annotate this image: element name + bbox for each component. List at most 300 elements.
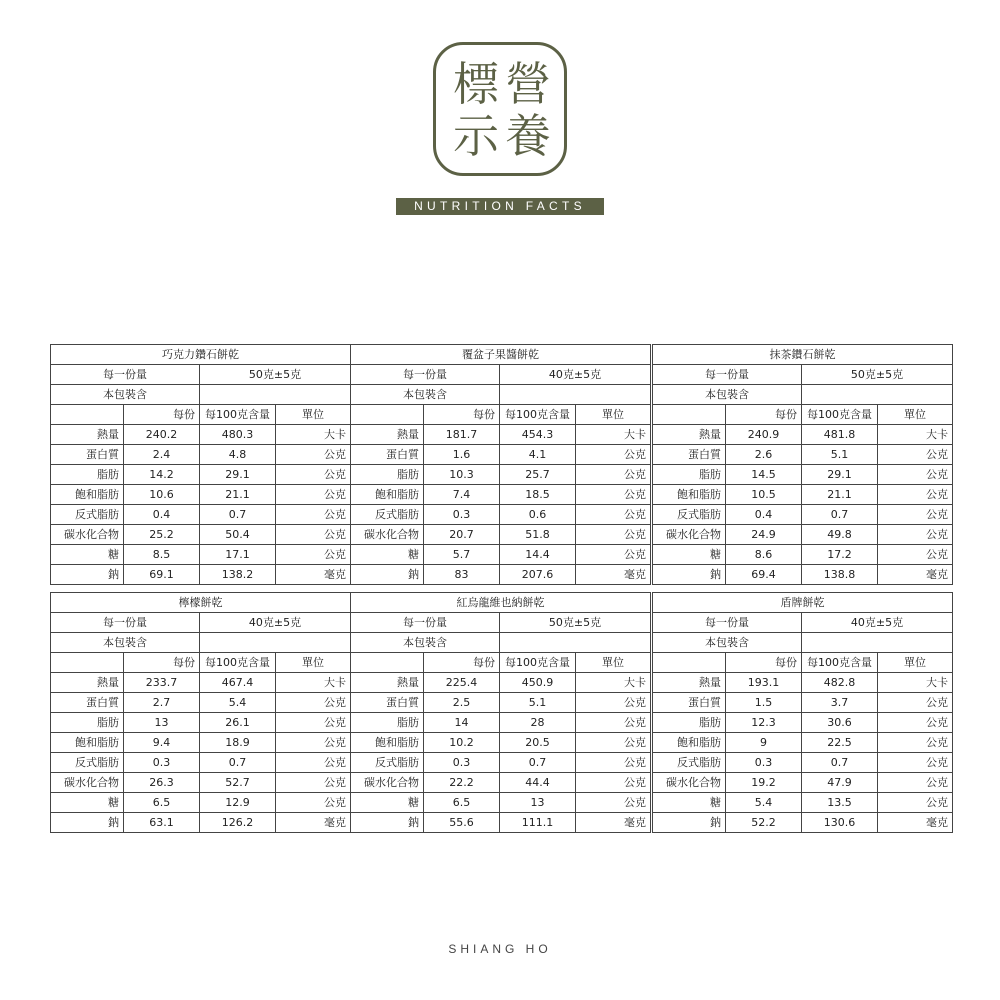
nutrient-name: 碳水化合物 [51, 525, 124, 545]
serving-label: 每一份量 [51, 613, 200, 633]
nutrient-row [51, 693, 351, 713]
nutrient-row [653, 753, 953, 773]
serving-size: 40克±5克 [802, 613, 953, 633]
per-100g-header: 每100克含量 [802, 405, 878, 425]
per-serving-value: 14.5 [726, 465, 802, 485]
per-serving-value: 22.2 [424, 773, 500, 793]
nutrient-name: 飽和脂肪 [351, 733, 424, 753]
per-100g-value: 17.1 [200, 545, 276, 565]
unit-value: 公克 [878, 753, 953, 773]
per-serving-value: 14 [424, 713, 500, 733]
per-100g-value: 0.6 [500, 505, 576, 525]
unit-value: 公克 [576, 693, 651, 713]
nutrient-name: 碳水化合物 [351, 525, 424, 545]
nutrient-name: 反式脂肪 [351, 753, 424, 773]
nutrient-name: 飽和脂肪 [351, 485, 424, 505]
per-100g-value: 50.4 [200, 525, 276, 545]
unit-value: 公克 [878, 545, 953, 565]
per-serving-value: 13 [124, 713, 200, 733]
title-row [351, 593, 651, 613]
per-serving-header: 每份 [124, 653, 200, 673]
unit-value: 公克 [878, 793, 953, 813]
nutrient-row [653, 813, 953, 833]
unit-value: 公克 [276, 693, 351, 713]
per-serving-value: 52.2 [726, 813, 802, 833]
per-serving-value: 240.9 [726, 425, 802, 445]
per-serving-value: 6.5 [424, 793, 500, 813]
nutrient-row [653, 713, 953, 733]
product-name: 紅烏龍維也納餅乾 [351, 593, 651, 613]
serving-row [351, 365, 651, 385]
unit-value: 大卡 [878, 673, 953, 693]
unit-value: 公克 [878, 525, 953, 545]
header-row [51, 405, 351, 425]
per-serving-value: 0.3 [424, 753, 500, 773]
per-serving-value: 1.6 [424, 445, 500, 465]
per-serving-value: 2.7 [124, 693, 200, 713]
nutrient-name: 糖 [653, 545, 726, 565]
package-row [351, 385, 651, 405]
nutrient-row [351, 485, 651, 505]
nutrient-row [653, 565, 953, 585]
per-100g-value: 21.1 [200, 485, 276, 505]
nutrition-label-logo [433, 42, 567, 176]
nutrient-row [653, 773, 953, 793]
nutrient-row [51, 545, 351, 565]
blank-header-cell [653, 405, 726, 425]
nutrient-name: 脂肪 [653, 465, 726, 485]
unit-value: 公克 [276, 465, 351, 485]
unit-value: 大卡 [276, 673, 351, 693]
per-100g-value: 4.1 [500, 445, 576, 465]
per-100g-value: 0.7 [200, 753, 276, 773]
unit-value: 公克 [576, 793, 651, 813]
per-100g-value: 111.1 [500, 813, 576, 833]
per-100g-value: 13 [500, 793, 576, 813]
nutrient-name: 飽和脂肪 [51, 733, 124, 753]
serving-label: 每一份量 [351, 365, 500, 385]
nutrient-name: 飽和脂肪 [653, 733, 726, 753]
unit-value: 毫克 [576, 565, 651, 585]
unit-value: 毫克 [878, 813, 953, 833]
per-100g-value: 30.6 [802, 713, 878, 733]
unit-value: 公克 [576, 505, 651, 525]
serving-size: 40克±5克 [500, 365, 651, 385]
unit-header: 單位 [276, 405, 351, 425]
unit-value: 公克 [276, 753, 351, 773]
per-100g-header: 每100克含量 [200, 653, 276, 673]
nutrient-name: 反式脂肪 [653, 505, 726, 525]
unit-value: 公克 [878, 713, 953, 733]
nutrient-name: 蛋白質 [653, 445, 726, 465]
nutrient-row [51, 673, 351, 693]
nutrient-name: 鈉 [51, 565, 124, 585]
nutrient-row [351, 813, 651, 833]
nutrient-row [351, 773, 651, 793]
per-100g-value: 0.7 [802, 505, 878, 525]
nutrient-name: 鈉 [51, 813, 124, 833]
package-label: 本包裝含 [51, 385, 200, 405]
per-serving-value: 233.7 [124, 673, 200, 693]
nutrient-name: 脂肪 [51, 465, 124, 485]
per-100g-value: 22.5 [802, 733, 878, 753]
serving-size: 40克±5克 [200, 613, 351, 633]
nutrient-row [351, 545, 651, 565]
unit-value: 公克 [276, 793, 351, 813]
per-serving-value: 55.6 [424, 813, 500, 833]
nutrition-table [652, 344, 953, 585]
unit-value: 公克 [276, 505, 351, 525]
per-serving-value: 5.7 [424, 545, 500, 565]
package-count [500, 385, 651, 405]
nutrient-name: 碳水化合物 [653, 773, 726, 793]
nutrient-name: 飽和脂肪 [653, 485, 726, 505]
per-serving-value: 0.3 [424, 505, 500, 525]
logo-char: 標 [453, 57, 499, 111]
serving-label: 每一份量 [653, 613, 802, 633]
nutrient-name: 脂肪 [351, 465, 424, 485]
nutrient-name: 熱量 [51, 425, 124, 445]
per-100g-value: 138.8 [802, 565, 878, 585]
per-serving-value: 0.3 [726, 753, 802, 773]
nutrient-name: 碳水化合物 [351, 773, 424, 793]
serving-row [351, 613, 651, 633]
nutrient-name: 糖 [351, 793, 424, 813]
blank-header-cell [653, 653, 726, 673]
unit-value: 公克 [878, 773, 953, 793]
unit-value: 毫克 [576, 813, 651, 833]
per-serving-value: 69.1 [124, 565, 200, 585]
per-serving-header: 每份 [726, 653, 802, 673]
unit-value: 公克 [576, 545, 651, 565]
per-100g-value: 26.1 [200, 713, 276, 733]
nutrient-name: 飽和脂肪 [51, 485, 124, 505]
per-serving-value: 0.4 [124, 505, 200, 525]
nutrient-row [51, 813, 351, 833]
nutrient-name: 脂肪 [51, 713, 124, 733]
per-100g-value: 51.8 [500, 525, 576, 545]
unit-value: 毫克 [878, 565, 953, 585]
per-100g-value: 467.4 [200, 673, 276, 693]
per-100g-value: 12.9 [200, 793, 276, 813]
nutrient-name: 糖 [51, 793, 124, 813]
title-row [51, 593, 351, 613]
per-serving-value: 25.2 [124, 525, 200, 545]
serving-row [653, 613, 953, 633]
unit-value: 公克 [276, 733, 351, 753]
nutrient-name: 碳水化合物 [653, 525, 726, 545]
per-100g-value: 29.1 [802, 465, 878, 485]
unit-value: 公克 [576, 753, 651, 773]
serving-row [653, 365, 953, 385]
nutrient-name: 熱量 [653, 425, 726, 445]
unit-value: 公克 [576, 525, 651, 545]
header-row [351, 653, 651, 673]
per-100g-value: 481.8 [802, 425, 878, 445]
blank-header-cell [351, 653, 424, 673]
nutrient-name: 熱量 [351, 425, 424, 445]
nutrient-name: 糖 [351, 545, 424, 565]
product-name: 盾牌餅乾 [653, 593, 953, 613]
nutrient-row [653, 545, 953, 565]
nutrition-table [50, 344, 351, 585]
unit-value: 公克 [576, 713, 651, 733]
package-count [500, 633, 651, 653]
nutrient-name: 熱量 [351, 673, 424, 693]
product-name: 檸檬餅乾 [51, 593, 351, 613]
per-100g-value: 0.7 [200, 505, 276, 525]
logo-char: 營 [505, 57, 551, 111]
nutrient-row [51, 445, 351, 465]
unit-value: 公克 [276, 445, 351, 465]
per-100g-header: 每100克含量 [802, 653, 878, 673]
brand-footer: SHIANG HO [448, 942, 552, 956]
unit-value: 公克 [878, 485, 953, 505]
nutrient-row [51, 505, 351, 525]
package-label: 本包裝含 [351, 385, 500, 405]
nutrition-table [652, 592, 953, 833]
per-serving-value: 20.7 [424, 525, 500, 545]
per-100g-value: 3.7 [802, 693, 878, 713]
nutrient-name: 糖 [51, 545, 124, 565]
nutrient-name: 蛋白質 [351, 693, 424, 713]
unit-value: 公克 [576, 485, 651, 505]
nutrient-name: 反式脂肪 [51, 505, 124, 525]
nutrient-row [351, 753, 651, 773]
unit-header: 單位 [878, 405, 953, 425]
nutrient-row [653, 733, 953, 753]
nutrient-row [51, 465, 351, 485]
package-label: 本包裝含 [653, 385, 802, 405]
package-count [200, 385, 351, 405]
nutrient-row [653, 465, 953, 485]
unit-value: 公克 [276, 545, 351, 565]
nutrient-name: 脂肪 [351, 713, 424, 733]
package-label: 本包裝含 [653, 633, 802, 653]
nutrient-name: 蛋白質 [51, 445, 124, 465]
serving-row [51, 613, 351, 633]
unit-value: 公克 [878, 693, 953, 713]
per-100g-value: 18.9 [200, 733, 276, 753]
unit-value: 公克 [576, 445, 651, 465]
nutrient-row [51, 525, 351, 545]
unit-value: 毫克 [276, 565, 351, 585]
per-serving-value: 0.4 [726, 505, 802, 525]
per-100g-value: 482.8 [802, 673, 878, 693]
package-row [51, 385, 351, 405]
per-serving-value: 193.1 [726, 673, 802, 693]
per-100g-value: 28 [500, 713, 576, 733]
serving-label: 每一份量 [351, 613, 500, 633]
product-name: 覆盆子果醬餅乾 [351, 345, 651, 365]
nutrient-row [351, 673, 651, 693]
per-serving-value: 9 [726, 733, 802, 753]
blank-header-cell [51, 405, 124, 425]
title-row [653, 593, 953, 613]
serving-label: 每一份量 [653, 365, 802, 385]
nutrient-row [653, 793, 953, 813]
per-serving-header: 每份 [726, 405, 802, 425]
per-100g-value: 14.4 [500, 545, 576, 565]
per-100g-value: 480.3 [200, 425, 276, 445]
per-serving-value: 10.6 [124, 485, 200, 505]
logo-char: 示 [453, 109, 499, 163]
per-serving-value: 83 [424, 565, 500, 585]
per-100g-value: 5.4 [200, 693, 276, 713]
per-100g-header: 每100克含量 [200, 405, 276, 425]
nutrient-row [51, 485, 351, 505]
nutrient-row [51, 773, 351, 793]
unit-header: 單位 [576, 653, 651, 673]
per-serving-value: 12.3 [726, 713, 802, 733]
per-serving-value: 10.3 [424, 465, 500, 485]
per-100g-value: 25.7 [500, 465, 576, 485]
per-serving-header: 每份 [124, 405, 200, 425]
package-row [51, 633, 351, 653]
nutrient-name: 熱量 [653, 673, 726, 693]
nutrient-row [653, 525, 953, 545]
unit-value: 大卡 [276, 425, 351, 445]
nutrient-row [351, 445, 651, 465]
unit-value: 公克 [878, 733, 953, 753]
per-serving-value: 26.3 [124, 773, 200, 793]
nutrient-row [51, 753, 351, 773]
per-100g-value: 207.6 [500, 565, 576, 585]
nutrient-row [351, 793, 651, 813]
per-100g-value: 4.8 [200, 445, 276, 465]
nutrient-row [51, 713, 351, 733]
per-serving-value: 8.5 [124, 545, 200, 565]
unit-value: 大卡 [576, 673, 651, 693]
nutrient-row [351, 733, 651, 753]
serving-size: 50克±5克 [200, 365, 351, 385]
per-100g-value: 47.9 [802, 773, 878, 793]
package-row [653, 633, 953, 653]
per-serving-value: 8.6 [726, 545, 802, 565]
unit-header: 單位 [878, 653, 953, 673]
nutrient-name: 蛋白質 [653, 693, 726, 713]
nutrient-row [351, 525, 651, 545]
per-100g-value: 450.9 [500, 673, 576, 693]
nutrient-name: 熱量 [51, 673, 124, 693]
product-name: 抹茶鑽石餅乾 [653, 345, 953, 365]
unit-value: 公克 [878, 465, 953, 485]
nutrient-row [653, 673, 953, 693]
nutrition-table [350, 592, 651, 833]
nutrient-row [351, 693, 651, 713]
per-100g-value: 454.3 [500, 425, 576, 445]
per-100g-value: 5.1 [500, 693, 576, 713]
per-100g-value: 52.7 [200, 773, 276, 793]
unit-value: 公克 [878, 445, 953, 465]
package-count [802, 633, 953, 653]
nutrient-row [51, 565, 351, 585]
nutrition-table [350, 344, 651, 585]
nutrient-name: 碳水化合物 [51, 773, 124, 793]
per-serving-value: 0.3 [124, 753, 200, 773]
unit-value: 公克 [576, 773, 651, 793]
package-row [653, 385, 953, 405]
per-serving-value: 6.5 [124, 793, 200, 813]
nutrient-name: 鈉 [653, 565, 726, 585]
per-100g-value: 20.5 [500, 733, 576, 753]
nutrient-name: 反式脂肪 [351, 505, 424, 525]
unit-value: 公克 [576, 465, 651, 485]
per-100g-value: 44.4 [500, 773, 576, 793]
nutrient-row [653, 445, 953, 465]
per-serving-header: 每份 [424, 405, 500, 425]
header-row [51, 653, 351, 673]
blank-header-cell [351, 405, 424, 425]
unit-value: 毫克 [276, 813, 351, 833]
per-serving-value: 9.4 [124, 733, 200, 753]
serving-size: 50克±5克 [500, 613, 651, 633]
per-serving-value: 19.2 [726, 773, 802, 793]
per-100g-value: 17.2 [802, 545, 878, 565]
per-serving-value: 1.5 [726, 693, 802, 713]
nutrient-row [653, 485, 953, 505]
per-serving-value: 7.4 [424, 485, 500, 505]
per-serving-header: 每份 [424, 653, 500, 673]
serving-label: 每一份量 [51, 365, 200, 385]
nutrient-row [351, 565, 651, 585]
per-serving-value: 2.6 [726, 445, 802, 465]
nutrient-row [51, 733, 351, 753]
per-100g-value: 138.2 [200, 565, 276, 585]
nutrient-row [653, 693, 953, 713]
unit-value: 公克 [276, 713, 351, 733]
per-serving-value: 14.2 [124, 465, 200, 485]
per-100g-value: 21.1 [802, 485, 878, 505]
per-serving-value: 69.4 [726, 565, 802, 585]
per-100g-value: 0.7 [500, 753, 576, 773]
nutrient-name: 反式脂肪 [653, 753, 726, 773]
package-label: 本包裝含 [351, 633, 500, 653]
nutrient-name: 鈉 [351, 813, 424, 833]
per-100g-value: 126.2 [200, 813, 276, 833]
per-serving-value: 225.4 [424, 673, 500, 693]
nutrient-name: 鈉 [351, 565, 424, 585]
per-100g-value: 29.1 [200, 465, 276, 485]
per-serving-value: 10.2 [424, 733, 500, 753]
per-100g-value: 13.5 [802, 793, 878, 813]
title-row [653, 345, 953, 365]
per-100g-value: 0.7 [802, 753, 878, 773]
serving-size: 50克±5克 [802, 365, 953, 385]
nutrient-row [351, 425, 651, 445]
per-100g-value: 130.6 [802, 813, 878, 833]
per-serving-value: 24.9 [726, 525, 802, 545]
header-row [653, 405, 953, 425]
header-row [653, 653, 953, 673]
unit-value: 公克 [576, 733, 651, 753]
logo-char: 養 [505, 109, 551, 163]
nutrient-row [351, 505, 651, 525]
per-100g-value: 5.1 [802, 445, 878, 465]
per-serving-value: 2.5 [424, 693, 500, 713]
unit-value: 大卡 [576, 425, 651, 445]
package-count [200, 633, 351, 653]
serving-row [51, 365, 351, 385]
nutrient-row [51, 425, 351, 445]
package-count [802, 385, 953, 405]
nutrient-row [653, 425, 953, 445]
unit-value: 大卡 [878, 425, 953, 445]
nutrient-row [653, 505, 953, 525]
nutrient-row [351, 713, 651, 733]
nutrition-table [50, 592, 351, 833]
per-100g-value: 49.8 [802, 525, 878, 545]
